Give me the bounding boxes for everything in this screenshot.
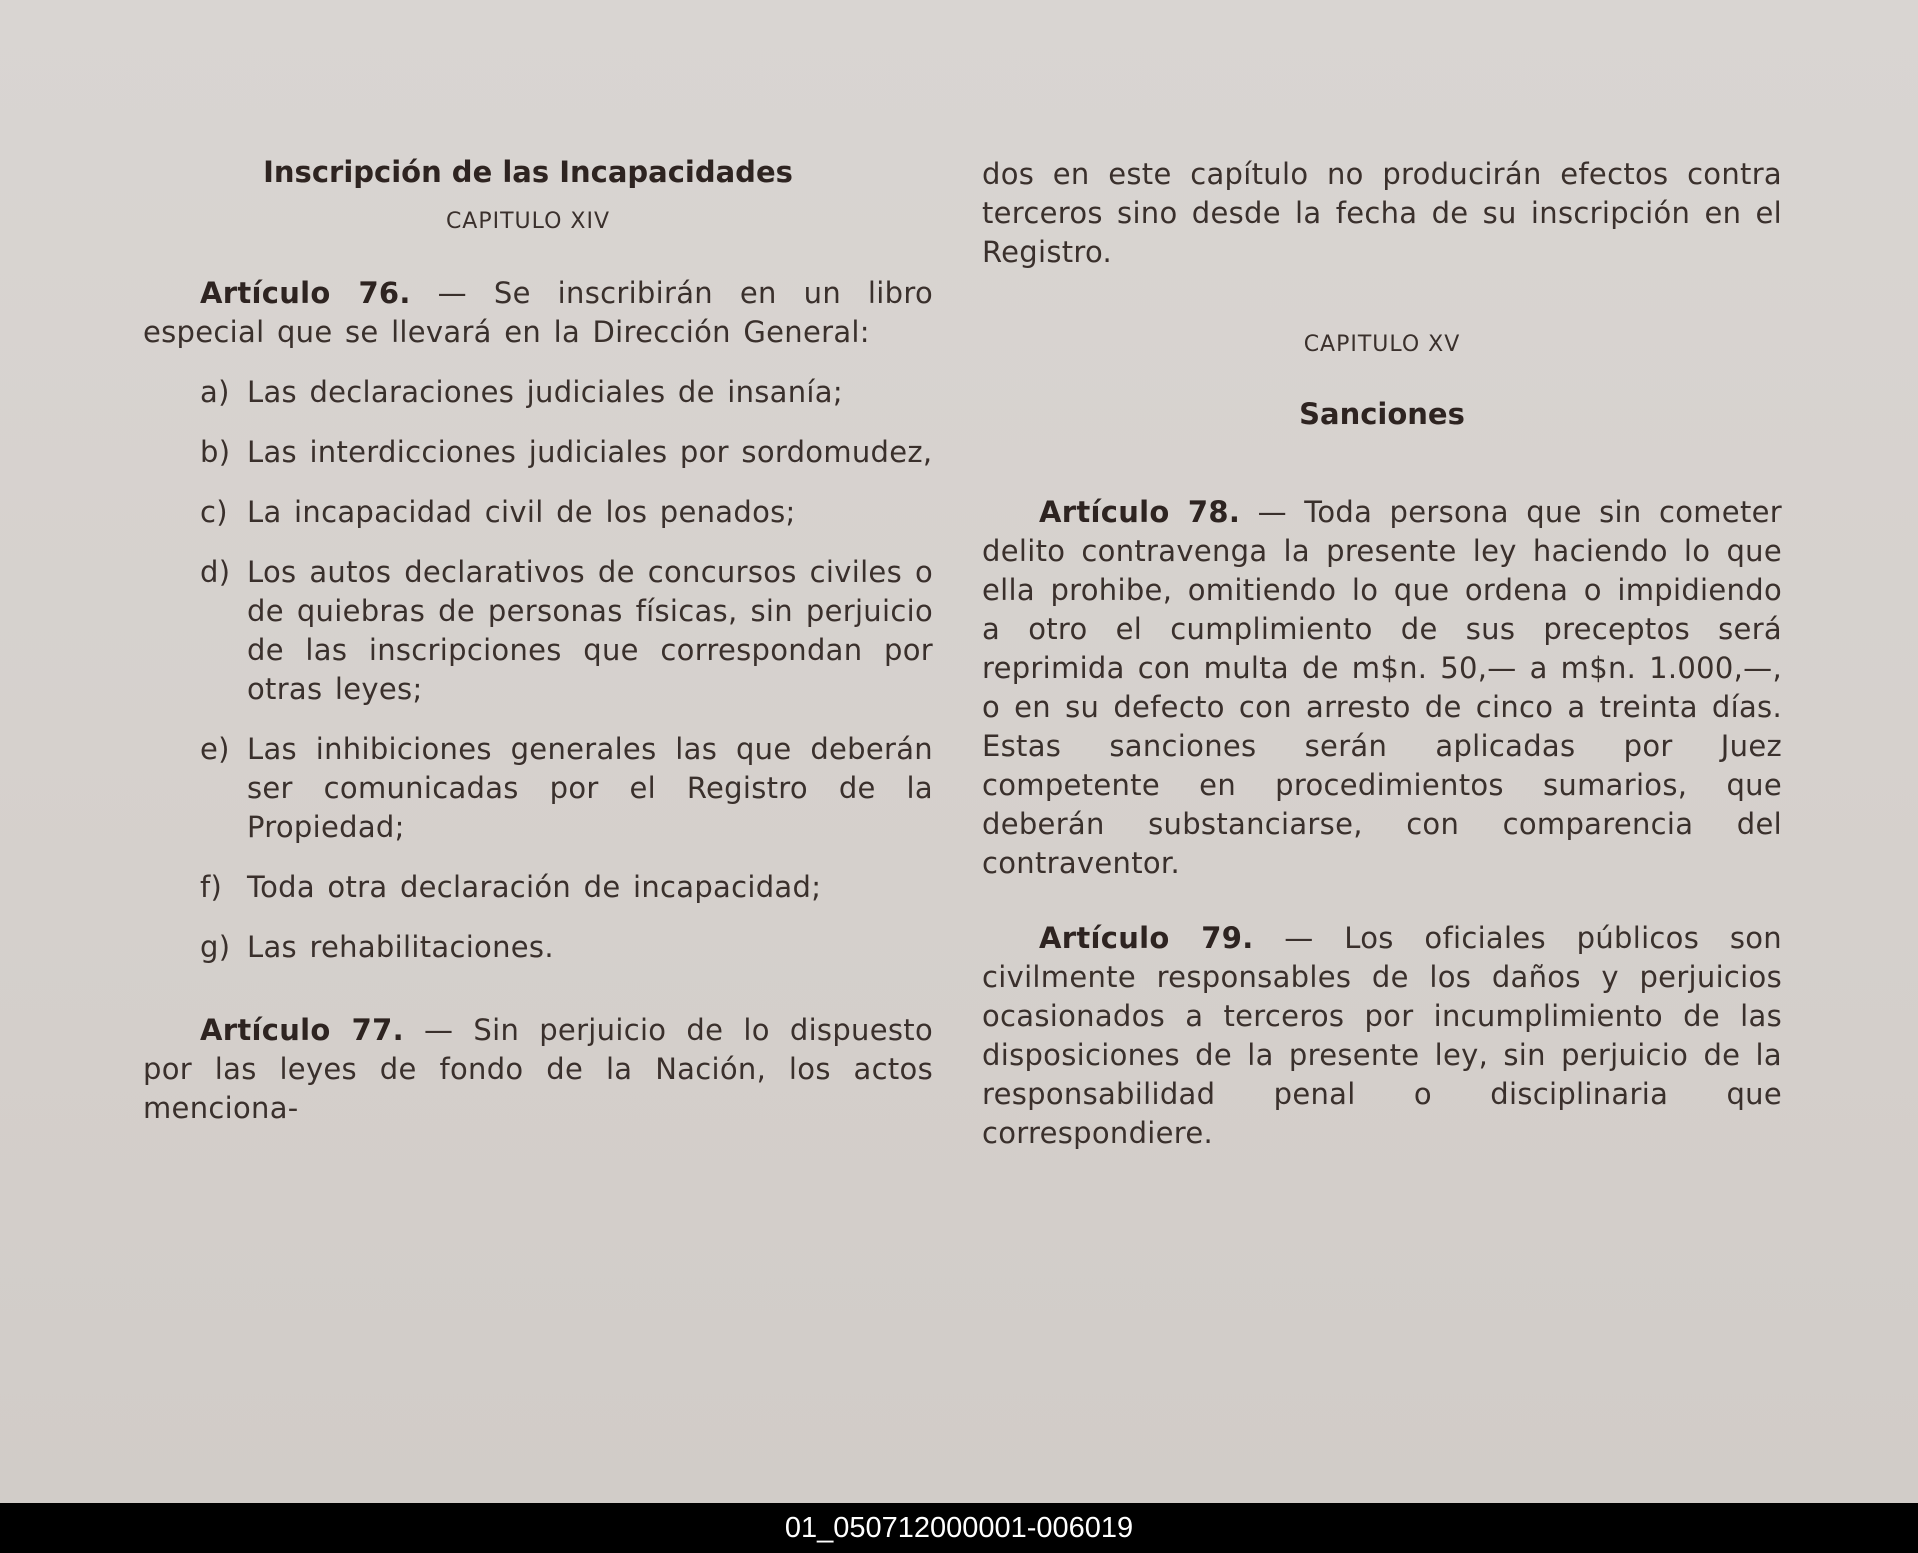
article-78-text: — Toda persona que sin cometer delito contravenga la presente ley haciendo lo que ella prohibe, omitiendo lo que ordena o impidiendo a otro el cumplimiento de sus preceptos será reprimida con multa de m$n. 50,— a m$n. 1.000,—, o en su defecto con arresto de cinco a treinta días. Estas sanciones serán aplicadas por Juez competente en procedimientos sumarios, que deberán substanciarse, con comparencia del contraventor. bbox=[982, 495, 1782, 880]
article-78 bbox=[982, 493, 1782, 883]
list-item-text: Las declaraciones judiciales de insanía; bbox=[247, 375, 843, 409]
list-item-f bbox=[143, 868, 933, 907]
list-marker: c) bbox=[200, 495, 228, 529]
list-item-text: La incapacidad civil de los penados; bbox=[247, 495, 796, 529]
list-item-g bbox=[143, 928, 933, 967]
chapter-xiv-heading: CAPITULO XIV bbox=[445, 209, 611, 234]
list-item-b bbox=[143, 433, 933, 472]
article-79 bbox=[982, 919, 1782, 1153]
image-id-footer bbox=[0, 1503, 1918, 1553]
image-id-label: 01_050712000001-006019 bbox=[784, 1511, 1134, 1544]
list-item-a bbox=[143, 373, 933, 412]
list-marker: d) bbox=[200, 555, 231, 589]
article-79-text: — Los oficiales públicos son civilmente responsables de los daños y perjuicios ocasionados a terceros por incumplimiento de las disposiciones de la presente ley, sin perjuicio de la responsabilidad penal o disciplinaria que correspondiere. bbox=[982, 921, 1782, 1150]
chapter-xv-heading: CAPITULO XV bbox=[1303, 332, 1461, 357]
list-item-d bbox=[143, 553, 933, 709]
list-item-text: Las rehabilitaciones. bbox=[247, 930, 554, 964]
article-77-text: — Sin perjuicio de lo dispuesto por las leyes de fondo de la Nación, los actos menciona- bbox=[143, 1013, 933, 1125]
list-item-text: Los autos declarativos de concursos civiles o de quiebras de personas físicas, sin perjuicio de las inscripciones que correspondan por otras leyes; bbox=[247, 555, 933, 706]
article-78-number: Artículo 78. bbox=[1039, 495, 1241, 529]
list-marker: b) bbox=[200, 435, 231, 469]
section-title-sanciones: Sanciones bbox=[1299, 397, 1465, 431]
article-77-number: Artículo 77. bbox=[200, 1013, 404, 1047]
list-item-c bbox=[143, 493, 933, 532]
list-item-text: Toda otra declaración de incapacidad; bbox=[247, 870, 822, 904]
article-76-number: Artículo 76. bbox=[200, 276, 411, 310]
article-79-number: Artículo 79. bbox=[1039, 921, 1254, 955]
list-marker: f) bbox=[200, 870, 223, 904]
article-77 bbox=[143, 1011, 933, 1128]
list-marker: g) bbox=[200, 930, 231, 964]
left-column bbox=[143, 155, 933, 1128]
list-item-text: Las interdicciones judiciales por sordomudez, bbox=[247, 435, 933, 469]
article-76 bbox=[143, 274, 933, 352]
list-item-e bbox=[143, 730, 933, 847]
list-marker: a) bbox=[200, 375, 230, 409]
article-76-text: — Se inscribirán en un libro especial que se llevará en la Dirección General: bbox=[143, 276, 933, 349]
list-marker: e) bbox=[200, 732, 230, 766]
list-item-text: Las inhibiciones generales las que deberán ser comunicadas por el Registro de la Propiedad; bbox=[247, 732, 933, 844]
right-column bbox=[982, 155, 1782, 1153]
section-title-incapacidades: Inscripción de las Incapacidades bbox=[263, 155, 793, 189]
article-76-list bbox=[143, 373, 933, 967]
article-77-continuation: dos en este capítulo no producirán efectos contra terceros sino desde la fecha de su inscripción en el Registro. bbox=[982, 157, 1782, 269]
